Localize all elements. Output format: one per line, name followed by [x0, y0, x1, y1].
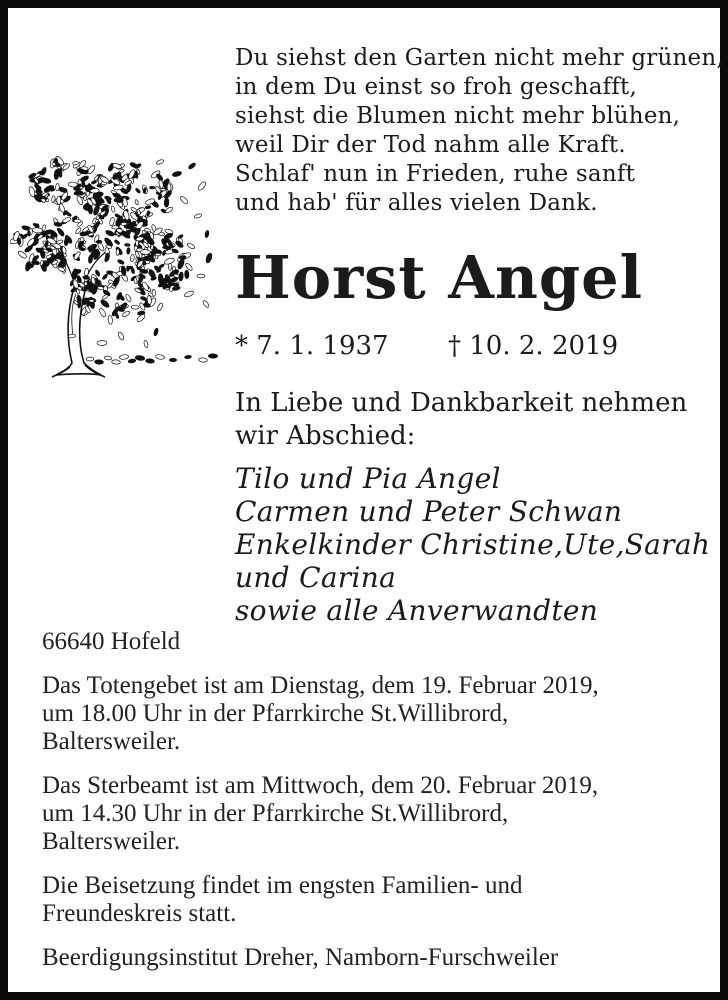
- totengebet-paragraph: [42, 672, 710, 756]
- farewell-text: [235, 387, 713, 453]
- birth-date: * 7. 1. 1937: [235, 331, 389, 361]
- farewell-line: In Liebe und Dankbarkeit nehmen: [235, 388, 688, 418]
- info-line: um 18.00 Uhr in der Pfarrkirche St.Willibrord,: [42, 700, 509, 727]
- death-date: † 10. 2. 2019: [448, 331, 619, 361]
- info-line: Die Beisetzung findet im engsten Familien- und: [42, 872, 523, 899]
- beisetzung-paragraph: [42, 872, 710, 928]
- poem-line: Du siehst den Garten nicht mehr grünen,: [235, 45, 724, 71]
- tree-leaves: [10, 155, 218, 364]
- mourner-line: Carmen und Peter Schwan: [235, 495, 623, 528]
- poem-line: und hab' für alles vielen Dank.: [235, 190, 598, 216]
- mourner-line: Enkelkinder Christine,Ute,Sarah: [235, 528, 711, 561]
- info-line: Baltersweiler.: [42, 728, 181, 755]
- poem-line: siehst die Blumen nicht mehr blühen,: [235, 103, 681, 129]
- location: 66640 Hofeld: [42, 628, 181, 655]
- memorial-poem: [235, 44, 724, 218]
- info-line: Das Totengebet ist am Dienstag, dem 19. Februar 2019,: [42, 672, 599, 699]
- poem-line: Schlaf' nun in Frieden, ruhe sanft: [235, 161, 636, 187]
- poem-line: weil Dir der Tod nahm alle Kraft.: [235, 132, 626, 158]
- main-column: [235, 44, 724, 627]
- mourner-line: sowie alle Anverwandten: [235, 594, 599, 627]
- service-information: [42, 628, 710, 972]
- tree-with-falling-leaves-illustration: [10, 146, 224, 388]
- mourner-line: und Carina: [235, 561, 397, 594]
- info-line: Beerdigungsinstitut Dreher, Namborn-Furschweiler: [42, 944, 559, 971]
- info-line: Freundeskreis statt.: [42, 900, 237, 927]
- poem-line: in dem Du einst so froh geschafft,: [235, 74, 638, 100]
- info-line: um 14.30 Uhr in der Pfarrkirche St.Willibrord,: [42, 800, 509, 827]
- mourner-line: Tilo und Pia Angel: [235, 462, 501, 495]
- mourners-list: [235, 462, 713, 627]
- funeral-home-line: [42, 944, 710, 972]
- life-dates: [235, 333, 713, 363]
- info-line: Das Sterbeamt ist am Mittwoch, dem 20. Februar 2019,: [42, 772, 599, 799]
- deceased-name: Horst Angel: [235, 243, 644, 312]
- farewell-line: wir Abschied:: [235, 421, 416, 451]
- sterbeamt-paragraph: [42, 772, 710, 856]
- info-line: Baltersweiler.: [42, 828, 181, 855]
